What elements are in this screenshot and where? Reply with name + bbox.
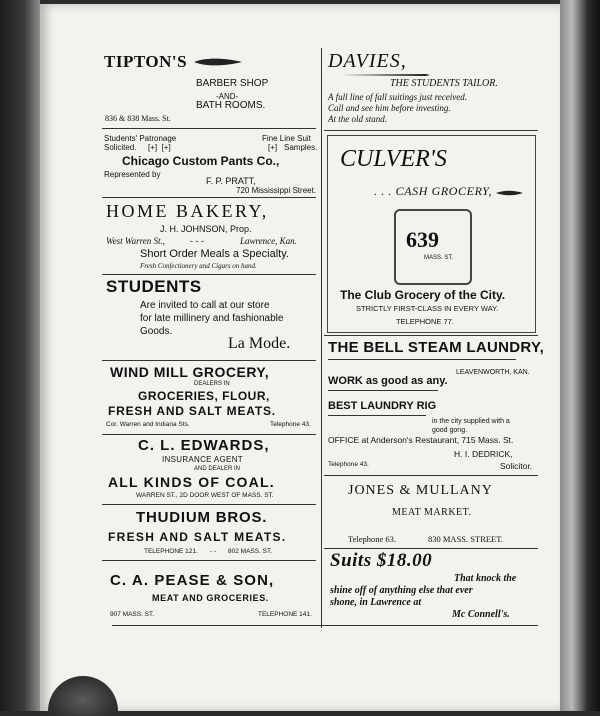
edwards-name: C. L. EDWARDS, [138,437,270,454]
thudium-name: THUDIUM BROS. [136,509,268,526]
tipton-name: TIPTON'S [104,52,188,71]
students-line1: Are invited to call at our store [140,300,270,311]
divider [102,360,316,361]
bakery-extra: Fresh Confectionery and Cigars on hand. [140,262,257,270]
bracket-ornament: [+] [268,143,278,152]
windmill-dealers: DEALERS IN [194,381,230,387]
culver-street: MASS. ST. [424,255,454,261]
divider [324,548,538,549]
students-store: La Mode. [228,335,291,352]
pointing-hand-icon [192,56,244,68]
tipton-line2: -AND- [216,92,239,101]
edwards-coal: ALL KINDS OF COAL. [108,474,275,490]
divider [102,560,316,561]
edwards-address: WARREN ST., 2D DOOR WEST OF MASS. ST. [136,492,274,499]
chicago-left1: Students' Patronage [104,134,177,143]
laundry-name: THE BELL STEAM LAUNDRY, [328,339,545,356]
scanner-right-edge [560,0,600,711]
windmill-line1: GROCERIES, FLOUR, [138,389,270,403]
pease-line: MEAT AND GROCERIES. [152,593,269,603]
culver-name: CULVER'S [340,146,447,172]
laundry-rig-note1: in the city supplied with a [432,418,510,425]
divider [324,475,538,476]
chicago-name: Chicago Custom Pants Co., [122,154,280,168]
pease-address: 907 MASS. ST. [110,611,155,618]
culver-sub: . . . CASH GROCERY, [374,184,493,198]
suits-headline: Suits $18.00 [330,550,433,571]
jones-phone: Telephone 63. [348,534,397,544]
bakery-dashes: - - - [190,236,204,246]
laundry-agent: H. I. DEDRICK, [454,449,513,459]
pointing-hand-icon [496,188,524,198]
davies-line1: A full line of fall suitings just received. [328,92,467,102]
windmill-corner: Cor. Warren and Indiana Sts. [106,421,190,428]
underline [328,415,426,416]
suits-line1: That knock the [454,573,517,584]
jones-name: JONES & MULLANY [348,483,493,498]
students-line2: for late millinery and fashionable [140,313,284,324]
thudium-address: 802 MASS. ST. [228,548,273,555]
chicago-left2: Solicited. [104,143,137,152]
davies-line2: Call and see him before investing. [328,103,451,113]
bakery-name: HOME BAKERY, [106,201,269,221]
divider [102,197,316,198]
laundry-office: OFFICE at Anderson's Restaurant, 715 Mass. St. [328,435,514,445]
bottom-rule [112,625,538,626]
pease-phone: TELEPHONE 141. [258,611,312,618]
edwards-agent: INSURANCE AGENT [162,455,243,464]
divider [102,434,316,435]
bracket-ornament: [+] [+] [148,143,171,152]
davies-line3: At the old stand. [328,114,387,124]
underline [328,359,516,360]
students-heading: STUDENTS [106,277,202,296]
chicago-right2: Samples. [284,143,318,152]
tipton-address: 836 & 838 Mass. St. [105,114,171,123]
pease-name: C. A. PEASE & SON, [110,572,275,589]
divider [102,274,316,275]
chicago-rep-label: Represented by [104,170,161,179]
edwards-dealer: AND DEALER IN [194,466,241,472]
suits-store: Mc Connell's. [452,609,510,620]
culver-number: 639 [406,227,439,252]
suits-line3: shone, in Lawrence at [330,597,422,608]
address-frame [394,209,472,285]
divider [324,335,538,336]
divider [324,130,538,131]
bakery-city: Lawrence, Kan. [240,236,297,246]
laundry-rig: BEST LAUNDRY RIG [328,400,437,412]
divider [102,504,316,505]
laundry-title: Solicitor. [500,461,533,471]
culver-strict: STRICTLY FIRST-CLASS IN EVERY WAY. [356,304,499,313]
ad-culver [327,135,536,333]
laundry-work: WORK as good as any. [328,375,448,387]
davies-tag: THE STUDENTS TAILOR. [390,78,498,89]
davies-name: DAVIES, [328,50,407,72]
tipton-line1: BARBER SHOP [196,78,269,89]
laundry-phone: Telephone 43. [328,461,369,468]
jones-line: MEAT MARKET. [392,507,472,518]
scanner-left-edge [0,0,40,711]
thudium-meats: FRESH AND SALT MEATS. [108,530,287,544]
windmill-line2: FRESH AND SALT MEATS. [108,404,276,418]
underline [328,390,438,391]
chicago-rep-name: F. P. PRATT, [206,176,256,186]
students-line3: Goods. [140,326,173,337]
chicago-right1: Fine Line Suit [262,134,311,143]
windmill-name: WIND MILL GROCERY, [110,364,270,380]
page [40,4,560,711]
windmill-phone: Telephone 43. [270,421,311,428]
culver-slogan: The Club Grocery of the City. [340,288,506,302]
column-divider [321,48,322,628]
thudium-dashes: - - [210,548,217,555]
bakery-street: West Warren St., [106,236,166,246]
jones-address: 830 MASS. STREET. [428,534,503,544]
laundry-rig-note2: good gong. [432,427,468,434]
divider [102,128,316,129]
suits-line2: shine off of anything else that ever [330,585,473,596]
thudium-phone: TELEPHONE 121. [144,548,198,555]
culver-phone: TELEPHONE 77. [396,317,454,326]
bakery-meals: Short Order Meals a Specialty. [140,248,289,260]
chicago-address: 720 Mississippi Street. [236,186,317,195]
tipton-line3: BATH ROOMS. [196,100,266,111]
laundry-city: LEAVENWORTH, KAN. [456,369,530,376]
bakery-prop: J. H. JOHNSON, Prop. [160,224,252,234]
